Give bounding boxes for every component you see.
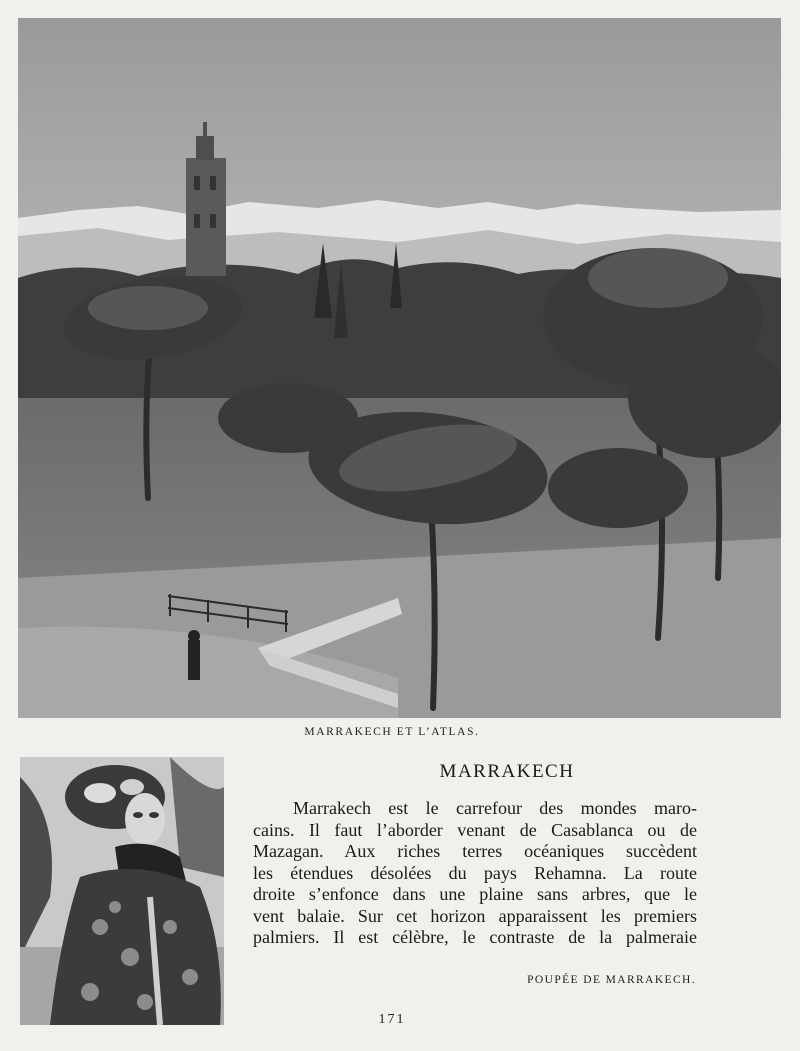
body-line: Mazagan. Aux riches terres océaniques succèdent bbox=[253, 841, 697, 861]
body-line: Marrakech est le carrefour des mondes maro- bbox=[293, 798, 697, 818]
main-photo-caption: MARRAKECH ET L’ATLAS. bbox=[304, 726, 480, 738]
article-title: MARRAKECH bbox=[439, 761, 575, 782]
body-line: cains. Il faut l’aborder venant de Casablanca ou de bbox=[253, 819, 697, 840]
body-line: les étendues désolées du pays Rehamna. La route bbox=[253, 862, 697, 883]
body-line: droite s’enfonce dans une plaine sans arbres, que le bbox=[253, 884, 697, 904]
body-line: vent balaie. Sur cet horizon apparaissent les premiers bbox=[253, 905, 697, 926]
marrakech-atlas-photo bbox=[18, 18, 781, 718]
article-body bbox=[253, 798, 697, 949]
body-line: palmiers. Il est célèbre, le contraste de la palmeraie bbox=[253, 927, 697, 947]
doll-photo-caption: POUPÉE DE MARRAKECH. bbox=[527, 974, 696, 986]
page-number: 171 bbox=[378, 1012, 406, 1027]
marrakech-doll-photo bbox=[20, 757, 224, 1025]
